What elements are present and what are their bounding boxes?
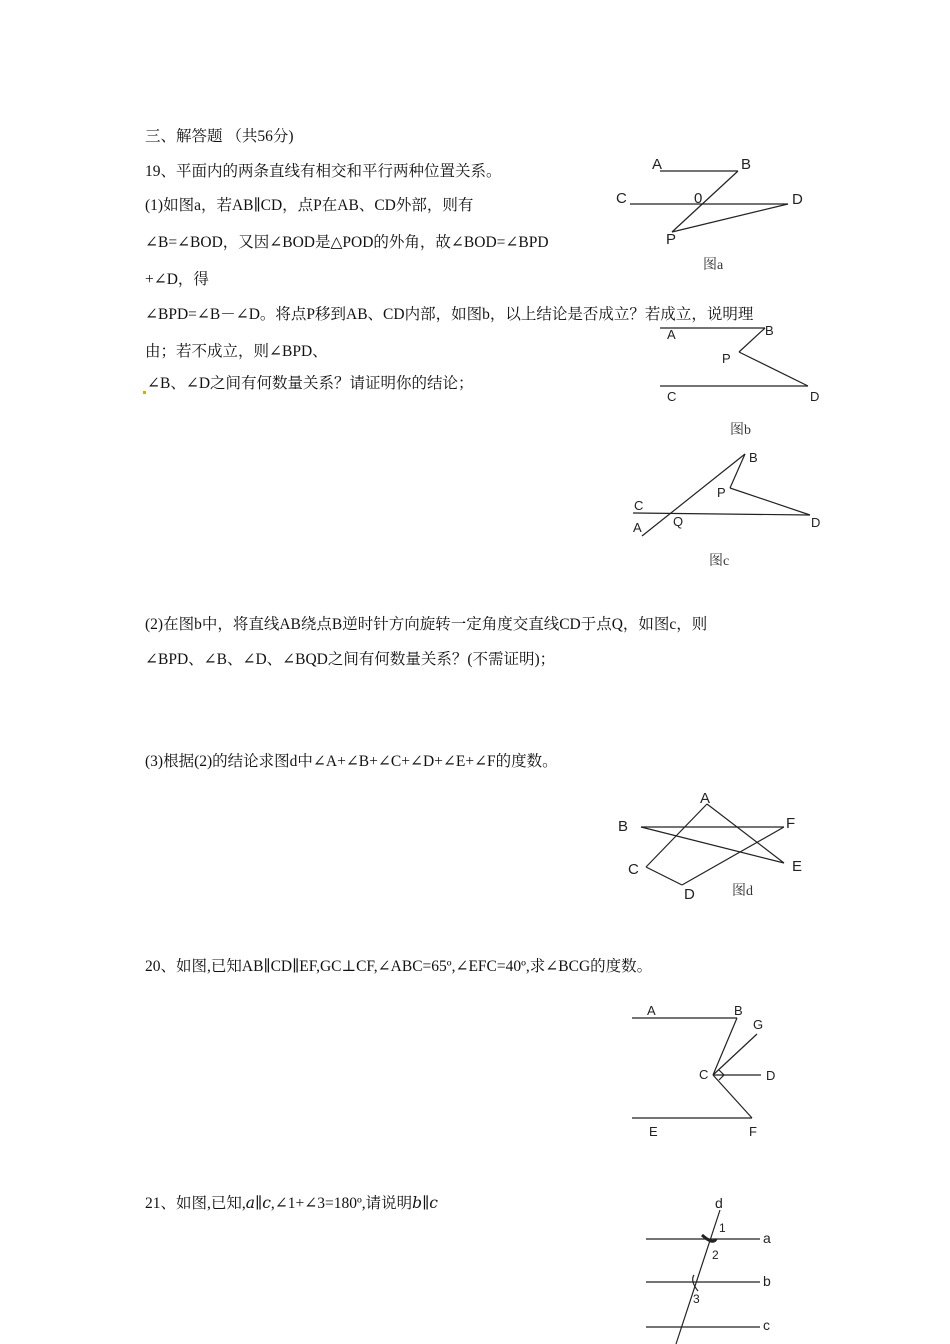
fig-a-label-b: B (741, 156, 752, 173)
figure-q21 (640, 1195, 790, 1344)
fig-d-line-be (641, 827, 784, 863)
fig-c-line-pd (730, 488, 810, 515)
q19-line-5: ∠BPD=∠B－∠D。将点P移到AB、CD内部，如图b，以上结论是否成立？若成立，说明理 (145, 306, 754, 323)
fig-a-label-c: C (616, 190, 627, 207)
fig-c-label-d: D (811, 515, 821, 530)
fig-d-line-ac (646, 804, 707, 867)
q21-var-c-2: c (429, 1194, 438, 1212)
q19-line-7-text: ∠B、∠D之间有何数量关系？请证明你的结论； (147, 375, 474, 392)
fig-a-label-a: A (652, 156, 663, 173)
fig20-label-g: G (753, 1017, 764, 1032)
fig-c-label-c: C (634, 498, 644, 513)
fig21-angle-3-arc (693, 1275, 698, 1291)
fig20-label-c: C (699, 1067, 709, 1082)
fig-b-line-pd (739, 352, 808, 386)
fig21-label-2: 2 (712, 1248, 719, 1262)
fig-d-label-e: E (792, 858, 803, 875)
figure-b-caption: 图b (730, 423, 751, 438)
fig-c-label-b: B (749, 450, 758, 465)
fig-a-label-p: P (666, 231, 677, 248)
q19-part2-line-2: ∠BPD、∠B、∠D、∠BQD之间有何数量关系？(不需证明)； (145, 651, 556, 668)
fig20-label-f: F (749, 1124, 757, 1139)
q21-parallel-2: ∥ (422, 1195, 430, 1212)
fig-d-label-a: A (700, 790, 711, 807)
fig20-label-b: B (734, 1003, 743, 1018)
fig-c-label-p: P (717, 485, 726, 500)
fig-a-line-bp (672, 171, 738, 232)
fig-b-label-c: C (667, 389, 677, 404)
fig-c-label-a: A (633, 520, 642, 535)
fig20-label-e: E (649, 1124, 658, 1139)
fig-a-line-pd (672, 204, 788, 232)
q21-var-a: a (245, 1194, 256, 1212)
q20-text: 20、如图,已知AB∥CD∥EF,GC⊥CF,∠ABC=65º,∠EFC=40º,求∠BCG的度数。 (145, 958, 653, 975)
fig-d-label-f: F (786, 815, 796, 832)
fig21-label-b: b (763, 1273, 771, 1289)
q21-prefix: 21、如图,已知, (145, 1195, 246, 1212)
fig-d-label-c: C (628, 861, 639, 878)
fig-d-line-df (682, 827, 784, 885)
q21-parallel-1: ∥ (255, 1195, 263, 1212)
fig-c-line-ab (642, 454, 745, 536)
q21-mid: ,∠1+∠3=180º,请说明 (270, 1195, 413, 1212)
fig20-line-bc (713, 1018, 737, 1075)
fig-d-label-d: D (684, 886, 695, 903)
fig20-line-cg (713, 1034, 757, 1075)
fig21-label-d: d (715, 1195, 723, 1211)
fig-b-label-a: A (667, 327, 676, 342)
q21-var-b: b (412, 1194, 423, 1212)
fig20-label-d: D (766, 1068, 776, 1083)
fig21-label-1: 1 (719, 1221, 726, 1235)
marker-dot (143, 391, 146, 394)
q19-line-2: (1)如图a，若AB∥CD，点P在AB、CD外部，则有 (145, 197, 474, 214)
figure-a-caption: 图a (703, 258, 724, 273)
fig21-label-3: 3 (693, 1292, 700, 1306)
fig-d-line-cd (646, 867, 682, 885)
q21-var-c: c (262, 1194, 271, 1212)
figure-b (655, 320, 830, 410)
fig20-line-cf (713, 1075, 752, 1118)
q19-line-7 (143, 374, 474, 394)
figure-q20 (625, 1000, 795, 1145)
fig-b-label-b: B (765, 323, 774, 338)
fig21-label-c: c (763, 1317, 770, 1333)
fig-c-line-bp (730, 454, 745, 488)
figure-d-caption: 图d (732, 884, 753, 899)
fig-b-label-p: P (722, 351, 731, 366)
fig-b-line-bp (739, 328, 765, 352)
q19-line-4: +∠D，得 (145, 271, 209, 288)
q21-text (145, 1193, 438, 1214)
fig21-angle-2-arc (702, 1235, 716, 1241)
fig-c-line-cd (633, 513, 810, 515)
fig-a-label-d: D (792, 191, 803, 208)
q19-part3: (3)根据(2)的结论求图d中∠A+∠B+∠C+∠D+∠E+∠F的度数。 (145, 753, 558, 770)
fig21-line-d (676, 1210, 720, 1344)
fig-a-label-o: 0 (694, 190, 703, 207)
figure-d (610, 785, 815, 905)
fig-d-label-b: B (618, 818, 629, 835)
q19-line-1: 19、平面内的两条直线有相交和平行两种位置关系。 (145, 163, 502, 180)
fig-c-label-q: Q (673, 514, 684, 529)
figure-c (625, 448, 830, 540)
section-title: 三、解答题 （共56分) (145, 128, 294, 145)
fig21-label-a: a (763, 1230, 771, 1246)
q19-line-6: 由；若不成立，则∠BPD、 (145, 343, 328, 360)
q19-line-3: ∠B=∠BOD，又因∠BOD是△POD的外角，故∠BOD=∠BPD (145, 234, 549, 251)
figure-c-caption: 图c (709, 554, 730, 569)
q19-part2-line-1: (2)在图b中，将直线AB绕点B逆时针方向旋转一定角度交直线CD于点Q，如图c，则 (145, 616, 708, 633)
figure-a (610, 150, 820, 250)
fig-b-label-d: D (810, 389, 820, 404)
fig20-label-a: A (647, 1003, 656, 1018)
